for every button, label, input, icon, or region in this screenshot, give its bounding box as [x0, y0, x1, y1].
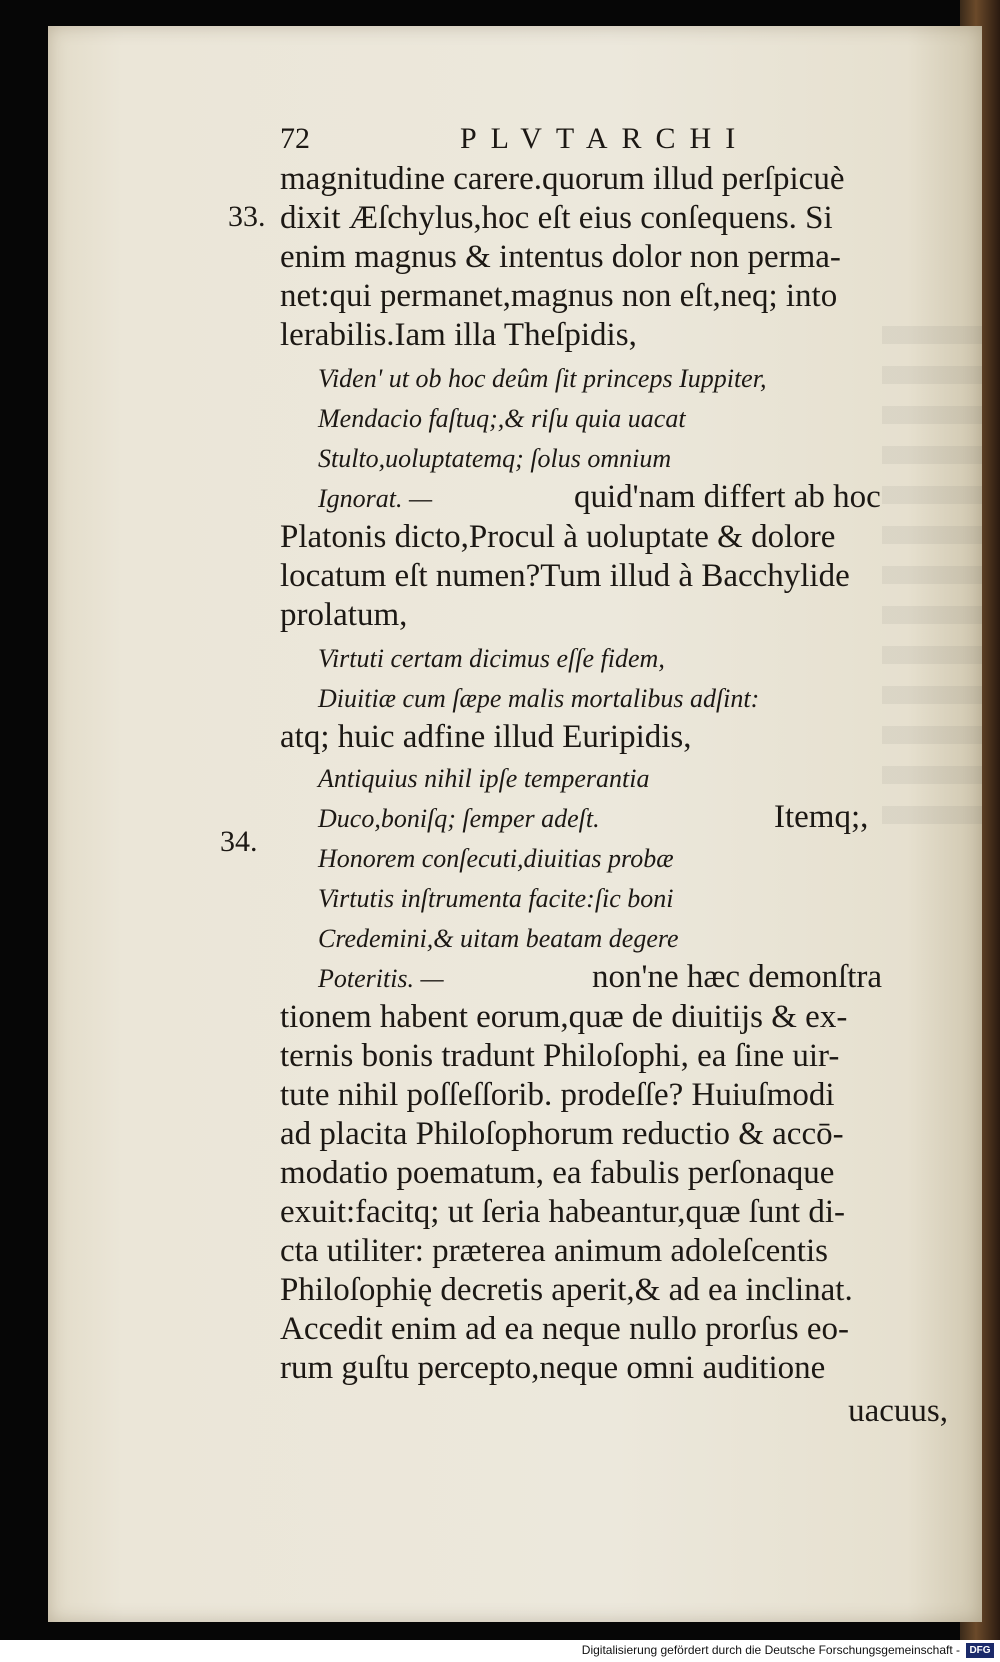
dfg-logo: DFG — [966, 1643, 994, 1658]
text-line: Platonis dicto,Procul à uoluptate & dolore — [280, 519, 836, 555]
text-line: tionem habent eorum,quæ de diuitijs & ex- — [280, 999, 848, 1035]
text-line: exuit:facitq; ut ſeria habeantur,quæ ſunt di- — [280, 1194, 846, 1230]
running-header — [280, 122, 910, 162]
text-line: quid'nam differt ab hoc — [574, 479, 881, 515]
text-line: enim magnus & intentus dolor non perma- — [280, 239, 841, 275]
verse-line: Honorem conſecuti,diuitias probæ — [318, 844, 674, 873]
text-line: lerabilis.Iam illa Theſpidis, — [280, 317, 637, 353]
margin-note: 34. — [220, 825, 258, 858]
verse-line: Viden' ut ob hoc deûm ſit princeps Iuppiter, — [318, 364, 767, 393]
verse-line: Poteritis. — — [318, 964, 444, 993]
text-line: Itemq;, — [774, 799, 869, 835]
text-line: rum guſtu percepto,neque omni auditione — [280, 1350, 826, 1386]
text-line: dixit Æſchylus,hoc eſt eius conſequens. Si — [280, 200, 833, 236]
text-line: net:qui permanet,magnus non eſt,neq; into — [280, 278, 838, 314]
text-line: Accedit enim ad ea neque nullo prorſus eo- — [280, 1311, 850, 1347]
verse-line: Duco,boniſq; ſemper adeſt. — [318, 804, 600, 833]
verse-line: Virtuti certam dicimus eſſe fidem, — [318, 644, 665, 673]
text-line: ternis bonis tradunt Philoſophi, ea ſine uir- — [280, 1038, 840, 1074]
text-line: tute nihil poſſeſſorib. prodeſſe? Huiuſmodi — [280, 1077, 835, 1113]
funding-credit: Digitalisierung gefördert durch die Deutsche Forschungsgemeinschaft - — [581, 1643, 960, 1657]
verse-line: Stulto,uoluptatemq; ſolus omnium — [318, 444, 672, 473]
catchword: uacuus, — [848, 1393, 948, 1429]
margin-note: 33. — [228, 200, 266, 233]
text-line: cta utiliter: præterea animum adoleſcentis — [280, 1233, 828, 1269]
text-line: Philoſophię decretis aperit,& ad ea inclinat. — [280, 1272, 853, 1308]
verse-line: Mendacio faſtuq;,& riſu quia uacat — [318, 404, 686, 433]
verse-line: Ignorat. — — [318, 484, 433, 513]
running-title: PLVTARCHI — [460, 122, 750, 155]
verse-line: Credemini,& uitam beatam degere — [318, 924, 679, 953]
text-line: non'ne hæc demonſtra — [592, 959, 883, 995]
verse-line: Antiquius nihil ipſe temperantia — [318, 764, 650, 793]
text-line: atq; huic adfine illud Euripidis, — [280, 719, 692, 755]
text-line: prolatum, — [280, 597, 408, 633]
footer-bar — [0, 1640, 1000, 1662]
verse-line: Diuitiæ cum ſæpe malis mortalibus adſint: — [318, 684, 760, 713]
text-line: magnitudine carere.quorum illud perſpicuè — [280, 161, 845, 197]
text-line: locatum eſt numen?Tum illud à Bacchylide — [280, 558, 850, 594]
verse-line: Virtutis inſtrumenta facite:ſic boni — [318, 884, 674, 913]
page-number: 72 — [280, 122, 310, 155]
text-line: modatio poematum, ea fabulis perſonaque — [280, 1155, 835, 1191]
text-line: ad placita Philoſophorum reductio & accō- — [280, 1116, 844, 1152]
